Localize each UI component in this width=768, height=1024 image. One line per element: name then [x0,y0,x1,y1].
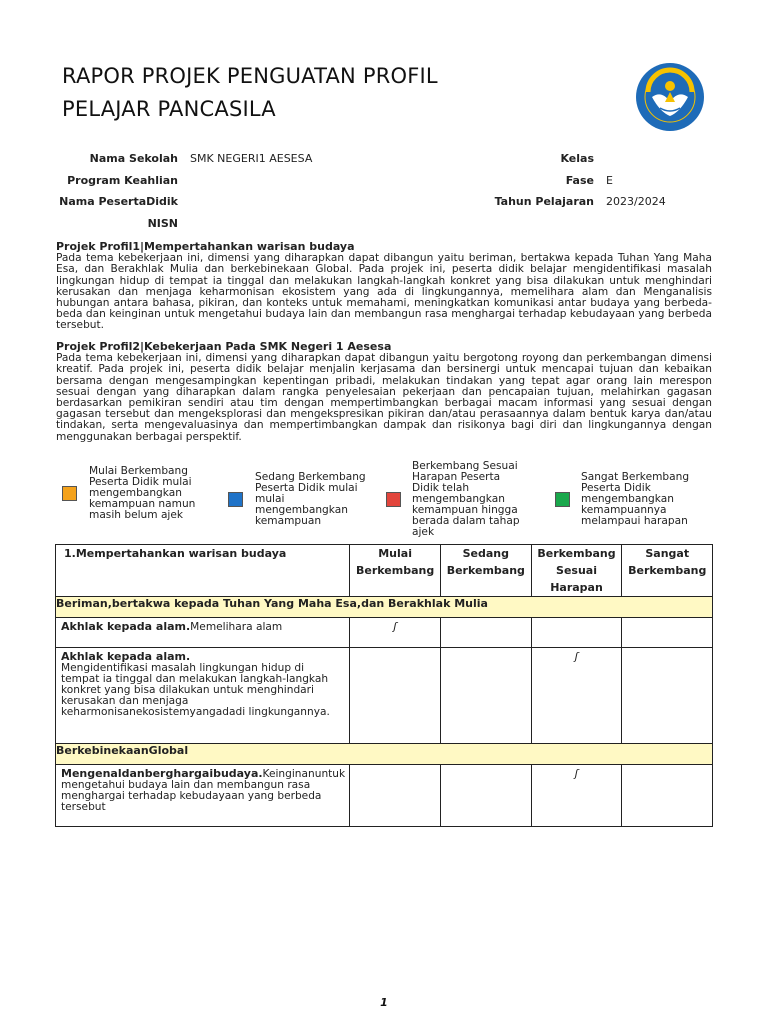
school-value: SMK NEGERI1 AESESA [190,152,313,165]
project1-title: Projek Profil1|Mempertahankan warisan budaya [56,240,355,253]
table-row [56,618,713,648]
project2-title: Projek Profil2|Kebekerjaan Pada SMK Negeri 1 Aesesa [56,340,392,353]
header-mulai: Mulai Berkembang [350,545,441,597]
row1-text: Memelihara alam [190,621,283,633]
row3-description [56,765,350,827]
legend-swatch-blue [228,492,243,507]
legend-swatch-green [555,492,570,507]
band-label-1: Beriman,bertakwa kepada Tuhan Yang Maha Esa,dan Berakhlak Mulia [56,597,713,618]
row2-text: Mengidentifikasi masalah lingkungan hidup di tempat ia tinggal dan melakukan langkah-langkah konkret yang bisa dilakukan untuk menghindari kerusakan dan menjaga keharmonisanekosistemyangadadi lingkungannya. [61,662,330,718]
program-label: Program Keahlian [67,174,178,187]
row3-cell-mulai [350,765,441,827]
phase-label: Fase [565,174,594,187]
report-title-line2: PELAJAR PANCASILA [62,97,276,121]
legend-text-1: Mulai Berkembang Peserta Didik mulai mengembangkan kemampuan namun masih belum ajek [89,465,196,521]
table-row [56,648,713,744]
band-row-1 [56,597,713,618]
project1-section [56,241,712,332]
school-label: Nama Sekolah [89,152,178,165]
assessment-table [55,544,713,827]
class-label: Kelas [560,152,594,165]
header-sesuai: Berkembang Sesuai Harapan [531,545,622,597]
row1-description [56,618,350,648]
band-row-2 [56,744,713,765]
report-title-line1: RAPOR PROJEK PENGUATAN PROFIL [62,64,438,88]
row3-title: Mengenaldanberghargaibudaya. [61,767,263,780]
band-label-2: BerkebinekaanGlobal [56,744,713,765]
project1-body: Pada tema kebekerjaan ini, dimensi yang diharapkan dapat dibangun yaitu beriman, bertakwa kepada Tuhan Yang Maha Esa, dan Berakhlak Mulia dan berkebinekaan Global. Pada projek ini, peserta didik belajar mengidentifikasi masalah lingkungan hidup di tempat ia tinggal dan melakukan langkah-langkah konkret yang bisa dilakukan untuk menghindari kerusakan dan menjaga keharmonisan ekosistem yang ada di lingkungannya, memelihara alam dan Menganalisis hubungan antara bahasa, pikiran, dan konteks untuk memahami, meningkatkan komunikasi antar budaya yang berbeda-beda dan keinginan untuk mengetahui budaya lain dan membangun rasa menghargai terhadap kebudayaan yang berbeda tersebut. [56,252,712,332]
legend-swatch-orange [62,486,77,501]
tut-wuri-handayani-emblem-icon [632,62,708,132]
row1-cell-sesuai [531,618,622,648]
year-label: Tahun Pelajaran [494,195,594,208]
header-sangat: Sangat Berkembang [622,545,713,597]
row2-cell-sangat [622,648,713,744]
header-sedang: Sedang Berkembang [441,545,532,597]
row2-cell-sedang [441,648,532,744]
row1-cell-sangat [622,618,713,648]
phase-value: E [606,174,613,187]
row2-description [56,648,350,744]
table-header-row [56,545,713,597]
legend-text-2: Sedang Berkembang Peserta Didik mulai mulai mengembangkan kemampuan [255,471,366,527]
student-label: Nama PesertaDidik [59,195,178,208]
legend-text-3: Berkembang Sesuai Harapan Peserta Didik telah mengembangkan kemampuan hingga berada dalam tahap ajek [412,460,520,538]
row3-cell-sangat [622,765,713,827]
header-dimension: 1.Mempertahankan warisan budaya [56,545,350,597]
row2-title: Akhlak kepada alam. [61,650,191,663]
row1-cell-sedang [441,618,532,648]
row3-text: Keinginanuntuk mengetahui budaya lain dan membangun rasa menghargai terhadap kebudayaan yang berbeda tersebut [61,768,346,813]
row1-mark-mulai: ʃ [350,618,441,648]
row2-cell-mulai [350,648,441,744]
project2-section [56,341,712,443]
row3-mark-sesuai: ʃ [531,765,622,827]
row2-mark-sesuai: ʃ [531,648,622,744]
page-number: 1 [380,996,388,1009]
row3-cell-sedang [441,765,532,827]
table-row [56,765,713,827]
project2-body: Pada tema kebekerjaan ini, dimensi yang diharapkan dapat dibangun yaitu bergotong royong dan perkembangan dimensi kreatif. Pada projek ini, peserta didik belajar menjalin kerjasama dan bersinergi untuk mencapai tujuan dan kebaikan bersama dengan mengesampingkan kepentingan pribadi, melakukan tindakan yang tepat agar orang lain merespon sesuai dengan yang diharapkan dalam rangka penyelesaian pekerjaan dan pencapaian tujuan, melahirkan gagasan berdasarkan pemikiran sendiri atau tim dengan mempertimbangkan berbagai macam informasi yang sesuai dengan gagasan tersebut dan mengeksplorasi dan mengekspresikan pikiran dan/atau perasaannya dalam bentuk karya dan/atau tindakan, serta mengevaluasinya dan mempertimbangkan dampak dan risikonya bagi diri dan lingkungannya dengan menggunakan berbagai perspektif. [56,352,712,443]
nisn-label: NISN [147,217,178,230]
report-title [62,60,438,126]
year-value: 2023/2024 [606,195,666,208]
row1-title: Akhlak kepada alam. [61,620,191,633]
legend-swatch-red [386,492,401,507]
legend-text-4: Sangat Berkembang Peserta Didik mengembangkan kemampuannya melampaui harapan [581,471,690,527]
